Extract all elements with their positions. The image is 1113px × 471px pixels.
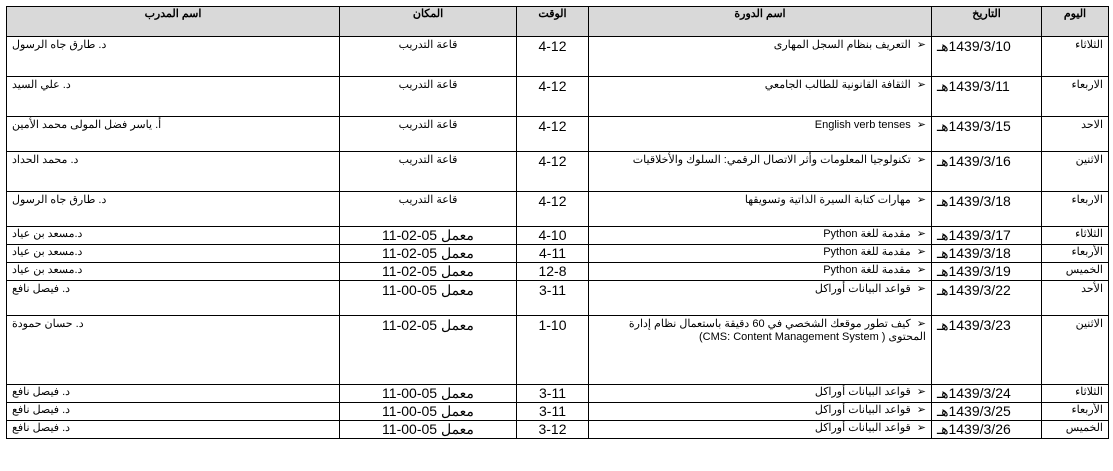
trainer-cell: د. محمد الحداد <box>7 152 340 192</box>
day-cell: الأربعاء <box>1042 245 1109 263</box>
time-cell: 4-12 <box>517 117 589 152</box>
header-row <box>7 7 1109 37</box>
course-cell <box>589 77 932 117</box>
table-row <box>7 281 1109 316</box>
place-cell: قاعة التدريب <box>340 117 517 152</box>
place-cell: قاعة التدريب <box>340 192 517 227</box>
date-cell: 1439/3/16هـ <box>932 152 1042 192</box>
course-cell <box>589 245 932 263</box>
table-row <box>7 316 1109 385</box>
table-row <box>7 403 1109 421</box>
time-cell: 12-8 <box>517 263 589 281</box>
arrow-bullet-icon: ➢ <box>916 264 926 276</box>
place-cell: معمل 05-00-11 <box>340 403 517 421</box>
trainer-cell: د. طارق جاه الرسول <box>7 192 340 227</box>
trainer-cell: د. فيصل نافع <box>7 385 340 403</box>
table-row <box>7 385 1109 403</box>
header-course: اسم الدورة <box>589 7 932 37</box>
course-name: قواعد البيانات أوراكل <box>814 386 911 398</box>
trainer-cell: د. طارق جاه الرسول <box>7 37 340 77</box>
date-cell: 1439/3/19هـ <box>932 263 1042 281</box>
trainer-cell: د. فيصل نافع <box>7 281 340 316</box>
header-day: اليوم <box>1042 7 1109 37</box>
time-cell: 4-12 <box>517 152 589 192</box>
day-cell: الثلاثاء <box>1042 37 1109 77</box>
day-cell: الاربعاء <box>1042 77 1109 117</box>
day-cell: الاربعاء <box>1042 192 1109 227</box>
trainer-cell: د. علي السيد <box>7 77 340 117</box>
place-cell: معمل 05-02-11 <box>340 245 517 263</box>
time-cell: 3-11 <box>517 385 589 403</box>
time-cell: 4-12 <box>517 37 589 77</box>
date-cell: 1439/3/18هـ <box>932 192 1042 227</box>
arrow-bullet-icon: ➢ <box>916 39 926 51</box>
course-name: English verb tenses <box>814 119 911 131</box>
place-cell: معمل 05-02-11 <box>340 227 517 245</box>
time-cell: 3-12 <box>517 421 589 439</box>
course-cell <box>589 263 932 281</box>
table-row <box>7 263 1109 281</box>
day-cell: الأربعاء <box>1042 403 1109 421</box>
course-name: تكنولوجيا المعلومات وأثر الاتصال الرقمي: السلوك والأخلاقيات <box>632 154 911 166</box>
course-name: مقدمة للغة Python <box>823 228 911 240</box>
date-cell: 1439/3/10هـ <box>932 37 1042 77</box>
place-cell: معمل 05-00-11 <box>340 421 517 439</box>
date-cell: 1439/3/15هـ <box>932 117 1042 152</box>
course-name: التعريف بنظام السجل المهارى <box>773 39 911 51</box>
arrow-bullet-icon: ➢ <box>916 79 926 91</box>
course-cell <box>589 281 932 316</box>
arrow-bullet-icon: ➢ <box>916 283 926 295</box>
time-cell: 4-12 <box>517 77 589 117</box>
date-cell: 1439/3/24هـ <box>932 385 1042 403</box>
course-cell <box>589 192 932 227</box>
table-row <box>7 192 1109 227</box>
training-schedule-table <box>6 6 1109 439</box>
table-row <box>7 152 1109 192</box>
day-cell: الأحد <box>1042 281 1109 316</box>
table-row <box>7 421 1109 439</box>
course-cell <box>589 403 932 421</box>
day-cell: الخميس <box>1042 263 1109 281</box>
course-cell <box>589 152 932 192</box>
arrow-bullet-icon: ➢ <box>916 228 926 240</box>
table-row <box>7 37 1109 77</box>
arrow-bullet-icon: ➢ <box>916 194 926 206</box>
date-cell: 1439/3/26هـ <box>932 421 1042 439</box>
course-name: قواعد البيانات أوراكل <box>814 404 911 416</box>
arrow-bullet-icon: ➢ <box>916 404 926 416</box>
table-row <box>7 227 1109 245</box>
course-name: مهارات كتابة السيرة الذاتية وتسويقها <box>744 194 911 206</box>
date-cell: 1439/3/17هـ <box>932 227 1042 245</box>
date-cell: 1439/3/11هـ <box>932 77 1042 117</box>
schedule-container <box>6 6 1108 439</box>
trainer-cell: د.مسعد بن عياد <box>7 245 340 263</box>
trainer-cell: د. فيصل نافع <box>7 421 340 439</box>
trainer-cell: د. فيصل نافع <box>7 403 340 421</box>
place-cell: قاعة التدريب <box>340 77 517 117</box>
header-trainer: اسم المدرب <box>7 7 340 37</box>
course-name: مقدمة للغة Python <box>823 264 911 276</box>
time-cell: 3-11 <box>517 281 589 316</box>
date-cell: 1439/3/22هـ <box>932 281 1042 316</box>
time-cell: 4-11 <box>517 245 589 263</box>
header-place: المكان <box>340 7 517 37</box>
arrow-bullet-icon: ➢ <box>916 119 926 131</box>
course-cell <box>589 316 932 385</box>
day-cell: الثلاثاء <box>1042 385 1109 403</box>
course-name: مقدمة للغة Python <box>823 246 911 258</box>
course-cell <box>589 385 932 403</box>
day-cell: الاثنين <box>1042 152 1109 192</box>
time-cell: 4-12 <box>517 192 589 227</box>
trainer-cell: د. حسان حمودة <box>7 316 340 385</box>
day-cell: الاحد <box>1042 117 1109 152</box>
arrow-bullet-icon: ➢ <box>916 246 926 258</box>
trainer-cell: د.مسعد بن عياد <box>7 227 340 245</box>
place-cell: قاعة التدريب <box>340 37 517 77</box>
date-cell: 1439/3/23هـ <box>932 316 1042 385</box>
table-row <box>7 245 1109 263</box>
header-time: الوقت <box>517 7 589 37</box>
day-cell: الاثنين <box>1042 316 1109 385</box>
course-name: الثقافة القانونية للطالب الجامعي <box>764 79 911 91</box>
place-cell: معمل 05-00-11 <box>340 281 517 316</box>
date-cell: 1439/3/18هـ <box>932 245 1042 263</box>
place-cell: معمل 05-02-11 <box>340 263 517 281</box>
time-cell: 1-10 <box>517 316 589 385</box>
day-cell: الخميس <box>1042 421 1109 439</box>
arrow-bullet-icon: ➢ <box>916 422 926 434</box>
course-cell <box>589 227 932 245</box>
place-cell: قاعة التدريب <box>340 152 517 192</box>
trainer-cell: د.مسعد بن عياد <box>7 263 340 281</box>
course-name: قواعد البيانات أوراكل <box>814 422 911 434</box>
course-name: كيف تطور موقعك الشخصي في 60 دقيقة باستعمال نظام إدارة المحتوى ( CMS: Content Management System) <box>628 318 926 343</box>
table-row <box>7 77 1109 117</box>
place-cell: معمل 05-02-11 <box>340 316 517 385</box>
course-cell <box>589 37 932 77</box>
course-name: قواعد البيانات أوراكل <box>814 283 911 295</box>
arrow-bullet-icon: ➢ <box>916 386 926 398</box>
day-cell: الثلاثاء <box>1042 227 1109 245</box>
place-cell: معمل 05-00-11 <box>340 385 517 403</box>
trainer-cell: أ. ياسر فضل المولى محمد الأمين <box>7 117 340 152</box>
arrow-bullet-icon: ➢ <box>916 318 926 330</box>
arrow-bullet-icon: ➢ <box>916 154 926 166</box>
table-row <box>7 117 1109 152</box>
time-cell: 4-10 <box>517 227 589 245</box>
time-cell: 3-11 <box>517 403 589 421</box>
header-date: التاريخ <box>932 7 1042 37</box>
course-cell <box>589 421 932 439</box>
course-cell <box>589 117 932 152</box>
date-cell: 1439/3/25هـ <box>932 403 1042 421</box>
